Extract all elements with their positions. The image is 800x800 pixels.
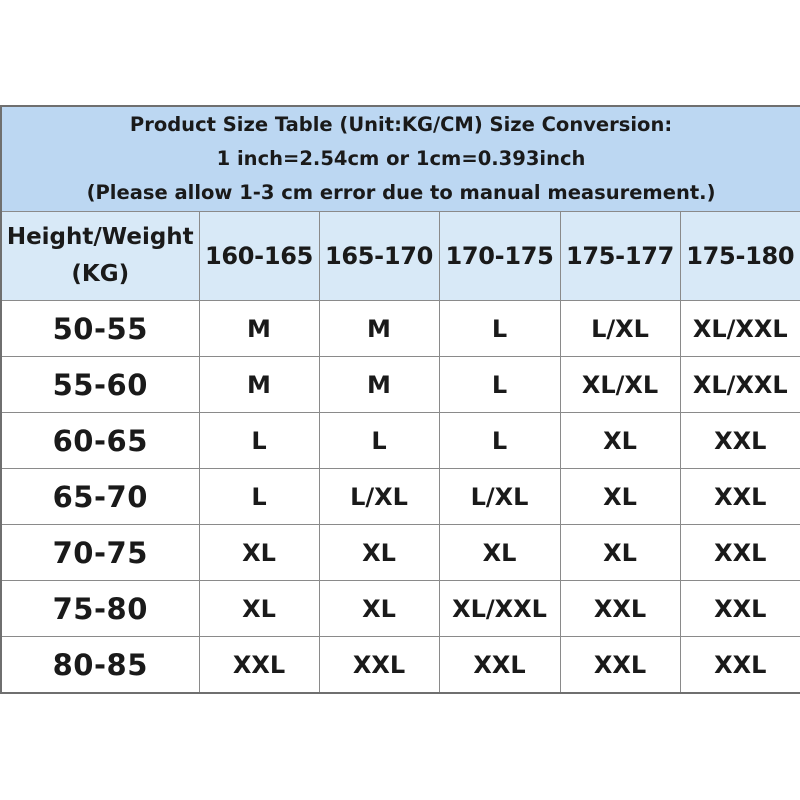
- table-row: [1, 301, 800, 357]
- title-line-2: 1 inch=2.54cm or 1cm=0.393inch: [216, 147, 586, 170]
- weight-cell: 80-85: [1, 637, 199, 694]
- size-cell: XXL: [439, 637, 560, 694]
- size-cell: XXL: [560, 637, 680, 694]
- corner-header-line-1: Height/Weight: [6, 224, 194, 250]
- title-line-3: (Please allow 1-3 cm error due to manual measurement.): [86, 181, 716, 204]
- size-cell: L: [199, 413, 319, 469]
- header-row: [1, 212, 800, 301]
- weight-cell: 60-65: [1, 413, 199, 469]
- table-title: [1, 106, 800, 212]
- size-cell: XXL: [560, 581, 680, 637]
- size-cell: L/XL: [439, 469, 560, 525]
- size-cell: M: [199, 357, 319, 413]
- size-cell: M: [199, 301, 319, 357]
- height-header: 175-180: [680, 212, 800, 301]
- weight-cell: 70-75: [1, 525, 199, 581]
- size-cell: XL: [199, 525, 319, 581]
- title-line-1: Product Size Table (Unit:KG/CM) Size Conversion:: [129, 113, 673, 136]
- table-row: [1, 413, 800, 469]
- size-cell: XXL: [680, 637, 800, 694]
- size-cell: XXL: [680, 581, 800, 637]
- size-cell: XL/XXL: [680, 301, 800, 357]
- table-row: [1, 637, 800, 694]
- size-cell: L/XL: [319, 469, 439, 525]
- size-cell: XL: [560, 469, 680, 525]
- corner-header-line-2: (KG): [71, 261, 130, 287]
- size-cell: XL/XL: [560, 357, 680, 413]
- weight-cell: 55-60: [1, 357, 199, 413]
- size-cell: XXL: [680, 413, 800, 469]
- height-header: 160-165: [199, 212, 319, 301]
- weight-cell: 75-80: [1, 581, 199, 637]
- height-header: 175-177: [560, 212, 680, 301]
- size-cell: XL: [560, 413, 680, 469]
- weight-cell: 50-55: [1, 301, 199, 357]
- size-cell: XXL: [680, 469, 800, 525]
- size-cell: L: [439, 357, 560, 413]
- size-cell: XL: [319, 525, 439, 581]
- size-cell: L/XL: [560, 301, 680, 357]
- table-row: [1, 357, 800, 413]
- size-table: [0, 105, 800, 694]
- title-row: [1, 106, 800, 212]
- table-row: [1, 525, 800, 581]
- weight-cell: 65-70: [1, 469, 199, 525]
- size-cell: XL: [199, 581, 319, 637]
- size-cell: L: [439, 301, 560, 357]
- size-cell: XL/XXL: [439, 581, 560, 637]
- table-row: [1, 469, 800, 525]
- size-cell: XL: [560, 525, 680, 581]
- table-row: [1, 581, 800, 637]
- size-cell: M: [319, 301, 439, 357]
- height-header: 165-170: [319, 212, 439, 301]
- size-cell: XXL: [199, 637, 319, 694]
- size-cell: M: [319, 357, 439, 413]
- size-cell: L: [319, 413, 439, 469]
- corner-header: [1, 212, 199, 301]
- size-cell: XL: [319, 581, 439, 637]
- size-cell: L: [439, 413, 560, 469]
- size-cell: L: [199, 469, 319, 525]
- size-cell: XL/XXL: [680, 357, 800, 413]
- height-header: 170-175: [439, 212, 560, 301]
- size-cell: XXL: [319, 637, 439, 694]
- size-cell: XL: [439, 525, 560, 581]
- size-cell: XXL: [680, 525, 800, 581]
